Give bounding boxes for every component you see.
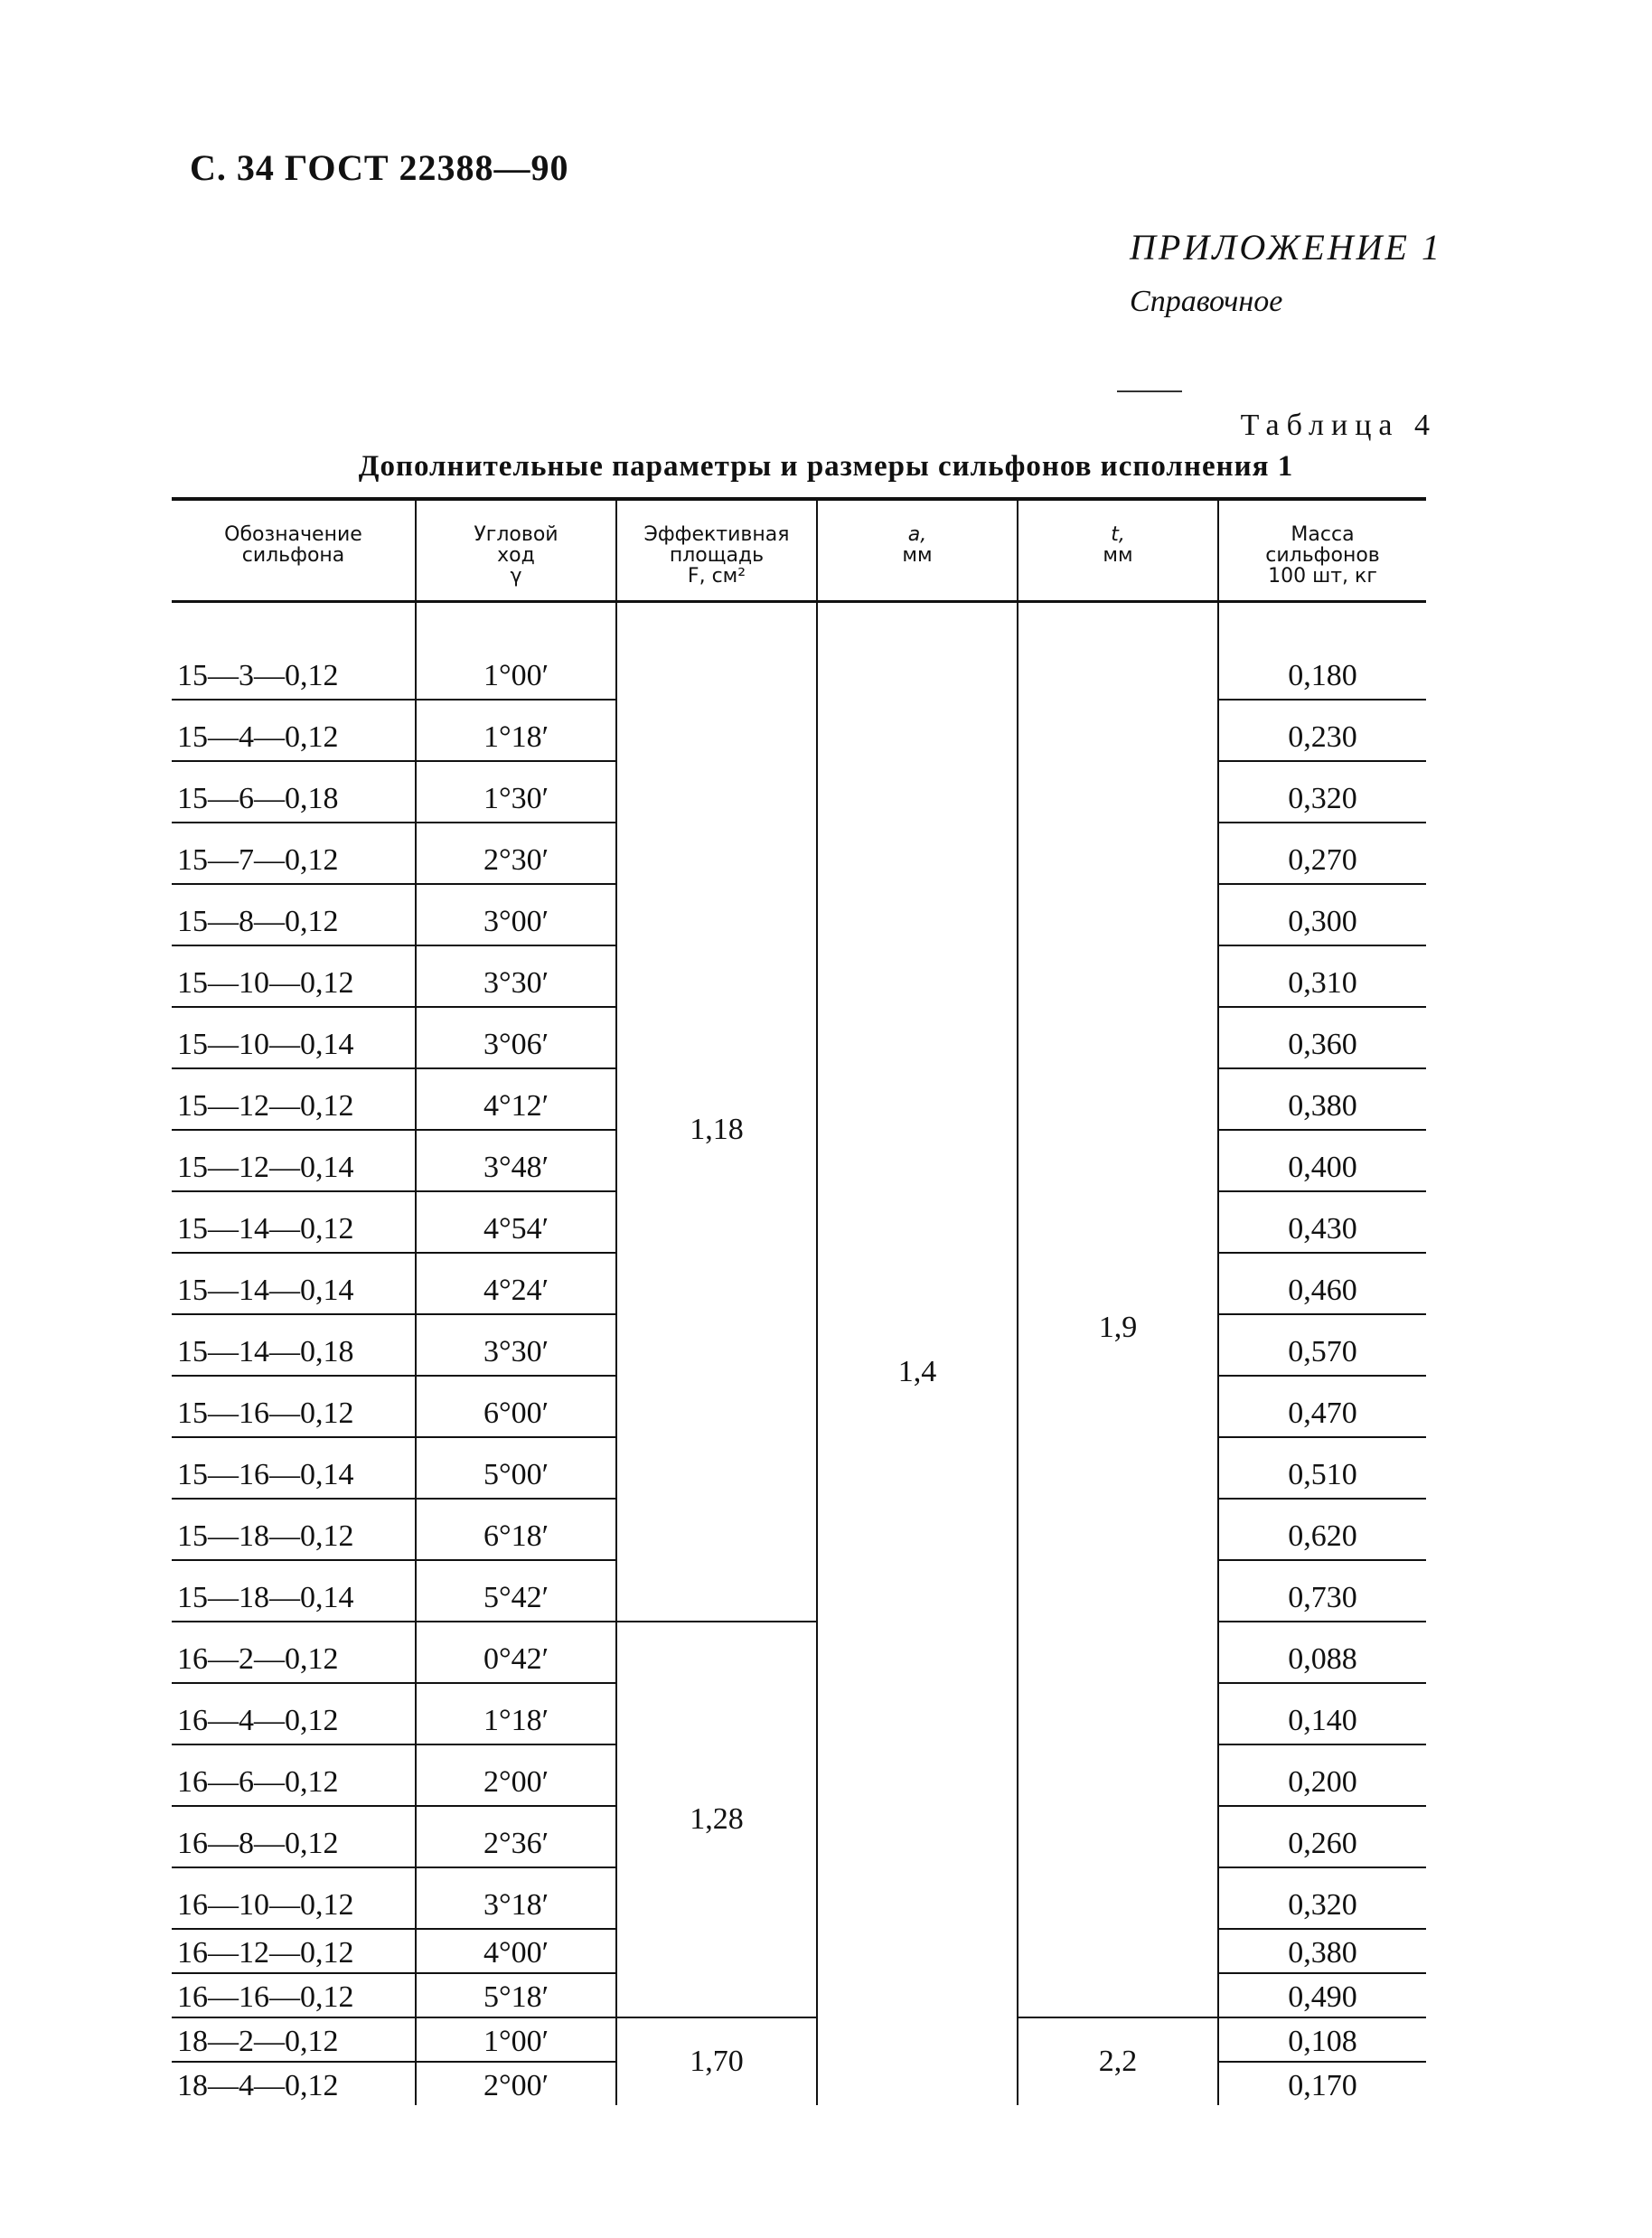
- table-row: [172, 1622, 1426, 1683]
- header-designation-line: сильфона: [241, 544, 345, 567]
- angle-cell: 3°18′: [416, 1867, 616, 1929]
- header-t-line: мм: [1103, 544, 1133, 567]
- appendix-title: ПРИЛОЖЕНИЕ 1: [1130, 227, 1442, 268]
- designation-cell: 15—12—0,12: [172, 1068, 416, 1130]
- mass-cell: 0,620: [1218, 1499, 1426, 1560]
- designation-cell: 15—16—0,14: [172, 1437, 416, 1499]
- mass-cell: 0,730: [1218, 1560, 1426, 1622]
- header-area-line: F, см²: [687, 565, 746, 588]
- angle-cell: 3°00′: [416, 884, 616, 945]
- mass-cell: 0,460: [1218, 1253, 1426, 1314]
- mass-cell: 0,170: [1218, 2062, 1426, 2105]
- angle-cell: 6°00′: [416, 1376, 616, 1437]
- mass-cell: 0,380: [1218, 1929, 1426, 1973]
- page-header: С. 34 ГОСТ 22388—90: [190, 147, 569, 188]
- angle-cell: 2°30′: [416, 823, 616, 884]
- mass-cell: 0,260: [1218, 1806, 1426, 1867]
- appendix-block: [1130, 226, 1442, 319]
- mass-cell: 0,470: [1218, 1376, 1426, 1437]
- mass-cell: 0,300: [1218, 884, 1426, 945]
- designation-cell: 15—8—0,12: [172, 884, 416, 945]
- header-angle-line: Угловой: [474, 523, 558, 546]
- designation-cell: 16—10—0,12: [172, 1867, 416, 1929]
- area-cell: 1,18: [616, 639, 817, 1622]
- designation-cell: 18—4—0,12: [177, 2069, 339, 2102]
- mass-cell: 0,360: [1218, 1007, 1426, 1068]
- mass-cell: 0,088: [1218, 1622, 1426, 1683]
- designation-cell: 15—6—0,18: [172, 761, 416, 823]
- header-row: [172, 499, 1426, 602]
- header-mass-line: Масса: [1291, 523, 1355, 546]
- designation-cell: 15—12—0,14: [172, 1130, 416, 1191]
- header-mass-line: сильфонов: [1265, 544, 1380, 567]
- designation-cell: 15—3—0,12: [172, 639, 416, 700]
- angle-cell: 3°30′: [416, 1314, 616, 1376]
- mass-cell: 0,320: [1218, 761, 1426, 823]
- header-mass: [1218, 499, 1426, 602]
- angle-cell: 1°30′: [416, 761, 616, 823]
- a-cell: 1,4: [817, 639, 1018, 2105]
- angle-cell: 5°18′: [416, 1973, 616, 2017]
- mass-cell: 0,140: [1218, 1683, 1426, 1744]
- t-cell: 2,2: [1018, 2017, 1218, 2105]
- designation-cell: 16—4—0,12: [172, 1683, 416, 1744]
- header-mass-line: 100 шт, кг: [1268, 565, 1377, 588]
- header-a-line: a,: [907, 523, 927, 546]
- designation-cell: 15—18—0,12: [172, 1499, 416, 1560]
- mass-cell: 0,200: [1218, 1744, 1426, 1806]
- designation-cell: 15—14—0,18: [172, 1314, 416, 1376]
- designation-cell: 15—10—0,12: [172, 945, 416, 1007]
- mass-cell: 0,570: [1218, 1314, 1426, 1376]
- header-a: [817, 499, 1018, 602]
- mass-cell: 0,108: [1218, 2017, 1426, 2062]
- table-label: Таблица 4: [1240, 409, 1437, 442]
- angle-cell: 3°30′: [416, 945, 616, 1007]
- angle-cell: 2°00′: [416, 1744, 616, 1806]
- designation-cell: 16—2—0,12: [172, 1622, 416, 1683]
- angle-cell: 1°18′: [416, 700, 616, 761]
- header-designation-line: Обозначение: [224, 523, 362, 546]
- angle-cell: 5°42′: [416, 1560, 616, 1622]
- angle-cell: 4°12′: [416, 1068, 616, 1130]
- angle-cell: 4°24′: [416, 1253, 616, 1314]
- table-row: [172, 2017, 1426, 2062]
- header-spacer-row: [172, 602, 1426, 640]
- designation-cell: 15—16—0,12: [172, 1376, 416, 1437]
- mass-cell: 0,310: [1218, 945, 1426, 1007]
- mass-cell: 0,490: [1218, 1973, 1426, 2017]
- table-title: Дополнительные параметры и размеры сильфонов исполнения 1: [358, 450, 1294, 483]
- designation-cell: 15—14—0,12: [172, 1191, 416, 1253]
- designation-cell: 15—10—0,14: [172, 1007, 416, 1068]
- angle-cell: 3°48′: [416, 1130, 616, 1191]
- header-area-line: Эффективная: [643, 523, 790, 546]
- header-t-line: t,: [1111, 523, 1125, 546]
- mass-cell: 0,230: [1218, 700, 1426, 761]
- angle-cell: 2°00′: [416, 2062, 616, 2105]
- header-t: [1018, 499, 1218, 602]
- angle-cell: 2°36′: [416, 1806, 616, 1867]
- angle-cell: 6°18′: [416, 1499, 616, 1560]
- mass-cell: 0,180: [1218, 639, 1426, 700]
- designation-cell: 18—2—0,12: [172, 2017, 416, 2062]
- designation-cell: 15—18—0,14: [172, 1560, 416, 1622]
- header-designation: [172, 499, 416, 602]
- table-row: [172, 639, 1426, 700]
- mass-cell: 0,400: [1218, 1130, 1426, 1191]
- designation-cell: 16—12—0,12: [172, 1929, 416, 1973]
- header-area: [616, 499, 817, 602]
- designation-cell: 16—8—0,12: [172, 1806, 416, 1867]
- header-angle-line: ход: [497, 544, 535, 567]
- header-area-line: площадь: [669, 544, 765, 567]
- bellows-table: [172, 497, 1426, 2105]
- mass-cell: 0,270: [1218, 823, 1426, 884]
- designation-cell: 16—16—0,12: [172, 1973, 416, 2017]
- t-cell: 1,9: [1018, 639, 1218, 2017]
- mass-cell: 0,430: [1218, 1191, 1426, 1253]
- appendix-subtitle: Справочное: [1130, 285, 1283, 318]
- angle-cell: 1°18′: [416, 1683, 616, 1744]
- designation-cell: 15—4—0,12: [172, 700, 416, 761]
- angle-cell: 4°00′: [416, 1929, 616, 1973]
- mass-cell: 0,320: [1218, 1867, 1426, 1929]
- angle-cell: 4°54′: [416, 1191, 616, 1253]
- header-a-line: мм: [902, 544, 933, 567]
- mass-cell: 0,510: [1218, 1437, 1426, 1499]
- area-cell: 1,28: [616, 1622, 817, 2017]
- angle-cell: 5°00′: [416, 1437, 616, 1499]
- mass-cell: 0,380: [1218, 1068, 1426, 1130]
- area-cell: 1,70: [616, 2017, 817, 2105]
- angle-cell: 0°42′: [416, 1622, 616, 1683]
- header-angle: [416, 499, 616, 602]
- header-angle-line: γ: [510, 565, 522, 588]
- angle-cell: 1°00′: [416, 639, 616, 700]
- designation-cell: 15—14—0,14: [172, 1253, 416, 1314]
- designation-cell: 15—7—0,12: [172, 823, 416, 884]
- designation-cell: 16—6—0,12: [172, 1744, 416, 1806]
- angle-cell: 3°06′: [416, 1007, 616, 1068]
- angle-cell: 1°00′: [416, 2017, 616, 2062]
- table-container: [172, 497, 1426, 2105]
- divider: [1117, 390, 1182, 392]
